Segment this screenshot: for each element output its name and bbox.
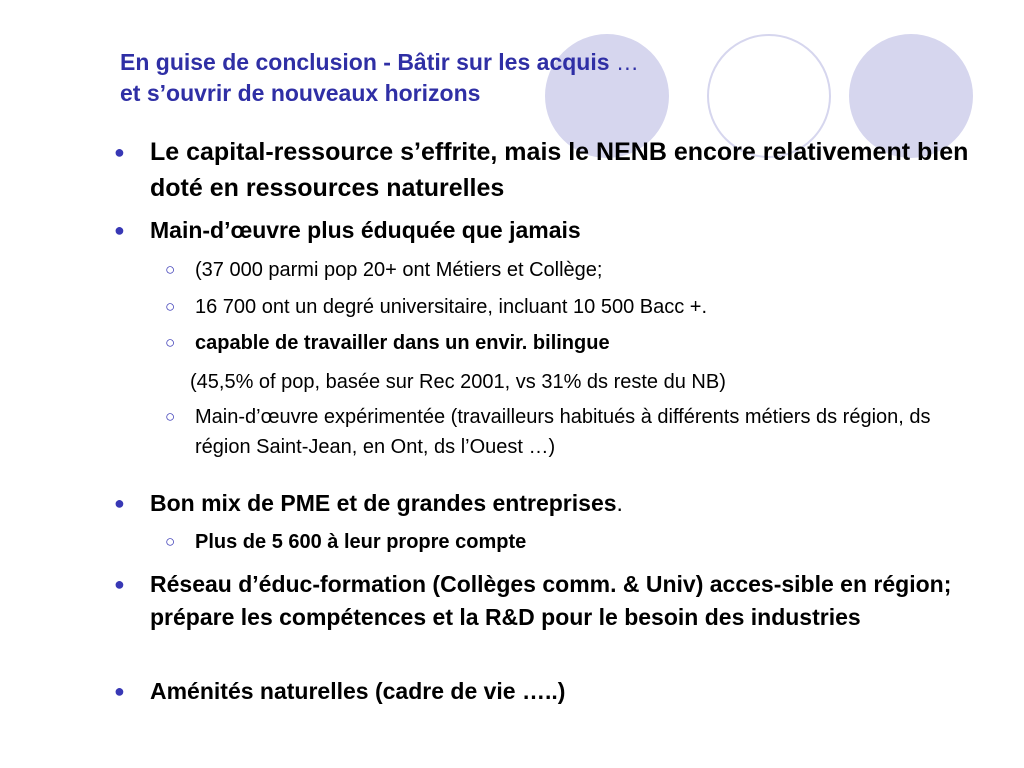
hollow-circle-bullet-icon: ○ <box>165 297 176 316</box>
bullet-text: Main-d’œuvre plus éduquée que jamais <box>150 217 581 243</box>
sub-bullet-item <box>165 402 955 462</box>
bullet-item-capital <box>114 134 970 206</box>
sub-bullet-text: 16 700 ont un degré universitaire, incluant 10 500 Bacc +. <box>195 296 708 318</box>
sub-bullet-text: Plus de 5 600 à leur propre compte <box>195 531 527 553</box>
bullet-item-business-mix <box>114 487 970 520</box>
note-text: (45,5% of pop, basée sur Rec 2001, vs 31% ds reste du NB) <box>190 371 726 393</box>
bullet-item-workforce <box>114 214 970 247</box>
hollow-circle-bullet-icon: ○ <box>165 260 176 279</box>
bullet-item-amenities <box>114 675 970 708</box>
sub-bullet-item <box>165 527 955 557</box>
bullet-period: . <box>616 490 623 516</box>
bullet-text: Réseau d’éduc-formation (Collèges comm. & Univ) acces-sible en région; prépare les compétences et la R&D pour le besoin des industries <box>150 571 952 630</box>
sub-bullet-text: capable de travailler dans un envir. bilingue <box>195 332 610 354</box>
sub-bullet-text: (37 000 parmi pop 20+ ont Métiers et Collège; <box>195 259 603 281</box>
title-line-1: En guise de conclusion - Bâtir sur les acquis <box>120 49 610 75</box>
bullet-text: Aménités naturelles (cadre de vie …..) <box>150 678 566 704</box>
title-ellipsis: … <box>609 49 639 75</box>
filled-circle-bullet-icon: ● <box>114 493 125 513</box>
hollow-circle-bullet-icon: ○ <box>165 333 176 352</box>
filled-circle-bullet-icon: ● <box>114 220 125 240</box>
bullet-text: Bon mix de PME et de grandes entreprises <box>150 490 617 516</box>
sub-bullet-note <box>190 367 950 397</box>
sub-bullet-item <box>165 328 955 358</box>
filled-circle-bullet-icon: ● <box>114 574 125 594</box>
hollow-circle-bullet-icon: ○ <box>165 532 176 551</box>
filled-circle-bullet-icon: ● <box>114 681 125 701</box>
sub-bullet-item <box>165 292 955 322</box>
bullet-text: Le capital-ressource s’effrite, mais le NENB encore relativement bien doté en ressources naturelles <box>150 138 969 202</box>
sub-bullet-item <box>165 255 955 285</box>
sub-bullet-text: Main-d’œuvre expérimentée (travailleurs habitués à différents métiers ds région, ds région Saint-Jean, en Ont, ds l’Ouest …) <box>195 406 931 458</box>
bullet-item-education-network <box>114 568 970 634</box>
title-line-2: et s’ouvrir de nouveaux horizons <box>120 80 481 106</box>
filled-circle-bullet-icon: ● <box>114 142 125 162</box>
hollow-circle-bullet-icon: ○ <box>165 407 176 426</box>
